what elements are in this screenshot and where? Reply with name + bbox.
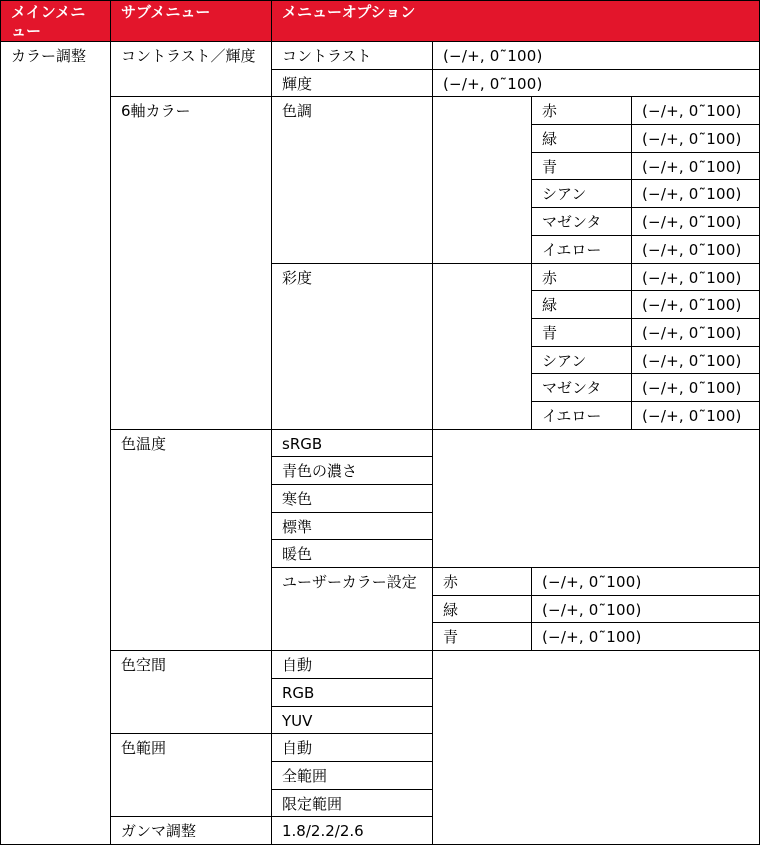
range-sat-cyan: (−/+, 0˜100)	[632, 346, 760, 374]
hue-color-blue: 青	[532, 152, 632, 180]
sat-color-cyan: シアン	[532, 346, 632, 374]
range-user-blue: (−/+, 0˜100)	[532, 623, 760, 651]
range-sat-blue: (−/+, 0˜100)	[632, 318, 760, 346]
range-user-red: (−/+, 0˜100)	[532, 568, 760, 596]
range-hue-red: (−/+, 0˜100)	[632, 97, 760, 125]
user-color-red: 赤	[433, 568, 532, 596]
hue-color-red: 赤	[532, 97, 632, 125]
option-space-rgb: RGB	[272, 678, 433, 706]
main-menu-color-adjust: カラー調整	[1, 42, 111, 845]
color-temp-blank	[433, 429, 760, 567]
range-sat-yellow: (−/+, 0˜100)	[632, 401, 760, 429]
user-color-blue: 青	[433, 623, 532, 651]
range-contrast: (−/+, 0˜100)	[433, 42, 760, 70]
option-srgb: sRGB	[272, 429, 433, 457]
option-range-limited: 限定範囲	[272, 789, 433, 817]
option-hue: 色調	[272, 97, 433, 263]
sub-menu-contrast-brightness: コントラスト／輝度	[111, 42, 272, 97]
option-contrast: コントラスト	[272, 42, 433, 70]
option-range-full: 全範囲	[272, 761, 433, 789]
hue-blank	[433, 97, 532, 263]
range-user-green: (−/+, 0˜100)	[532, 595, 760, 623]
option-brightness: 輝度	[272, 69, 433, 97]
lower-blank	[433, 651, 760, 845]
option-cool: 寒色	[272, 485, 433, 513]
header-menu-option: メニューオプション	[272, 1, 760, 42]
range-hue-cyan: (−/+, 0˜100)	[632, 180, 760, 208]
range-sat-magenta: (−/+, 0˜100)	[632, 374, 760, 402]
header-main-menu: メインメニュー	[1, 1, 111, 42]
option-space-yuv: YUV	[272, 706, 433, 734]
sub-menu-color-range: 色範囲	[111, 734, 272, 817]
range-sat-green: (−/+, 0˜100)	[632, 291, 760, 319]
hue-color-cyan: シアン	[532, 180, 632, 208]
option-user-color: ユーザーカラー設定	[272, 568, 433, 651]
range-sat-red: (−/+, 0˜100)	[632, 263, 760, 291]
sub-menu-color-space: 色空間	[111, 651, 272, 734]
range-hue-blue: (−/+, 0˜100)	[632, 152, 760, 180]
sat-color-magenta: マゼンタ	[532, 374, 632, 402]
user-color-green: 緑	[433, 595, 532, 623]
sub-menu-six-axis: 6軸カラー	[111, 97, 272, 429]
option-bluish: 青色の濃さ	[272, 457, 433, 485]
sub-menu-gamma: ガンマ調整	[111, 817, 272, 845]
option-gamma-values: 1.8/2.2/2.6	[272, 817, 433, 845]
saturation-blank	[433, 263, 532, 429]
range-hue-yellow: (−/+, 0˜100)	[632, 235, 760, 263]
option-space-auto: 自動	[272, 651, 433, 679]
header-sub-menu: サブメニュー	[111, 1, 272, 42]
option-standard: 標準	[272, 512, 433, 540]
option-warm: 暖色	[272, 540, 433, 568]
sat-color-blue: 青	[532, 318, 632, 346]
sat-color-red: 赤	[532, 263, 632, 291]
range-brightness: (−/+, 0˜100)	[433, 69, 760, 97]
sat-color-green: 緑	[532, 291, 632, 319]
range-hue-green: (−/+, 0˜100)	[632, 125, 760, 153]
sat-color-yellow: イエロー	[532, 401, 632, 429]
option-saturation: 彩度	[272, 263, 433, 429]
hue-color-yellow: イエロー	[532, 235, 632, 263]
range-hue-magenta: (−/+, 0˜100)	[632, 208, 760, 236]
option-range-auto: 自動	[272, 734, 433, 762]
hue-color-magenta: マゼンタ	[532, 208, 632, 236]
hue-color-green: 緑	[532, 125, 632, 153]
sub-menu-color-temp: 色温度	[111, 429, 272, 651]
